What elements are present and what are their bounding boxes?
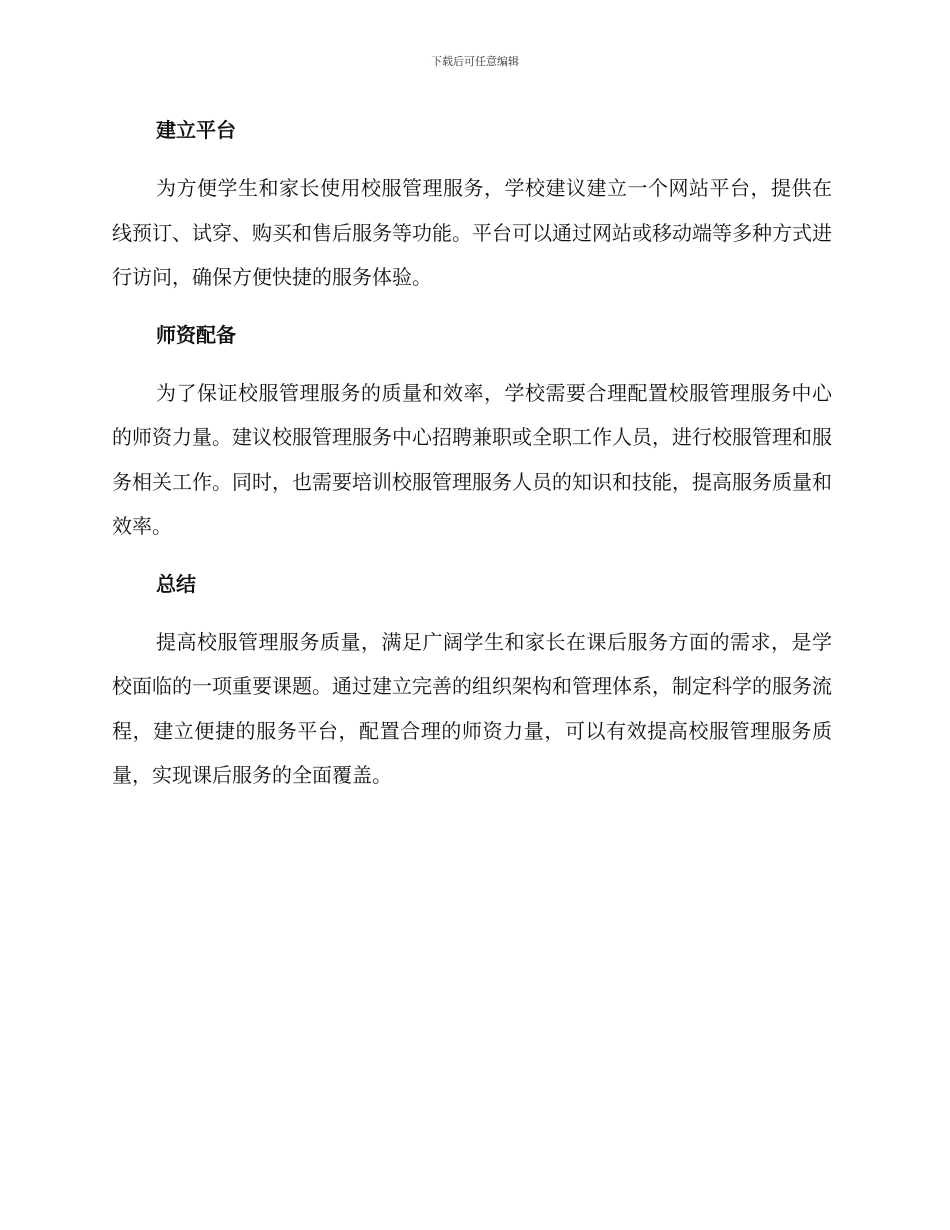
- page-header-note: 下载后可任意编辑: [431, 55, 519, 68]
- section-paragraph: 为了保证校服管理服务的质量和效率，学校需要合理配置校服管理服务中心的师资力量。建议校服管理服务中心招聘兼职或全职工作人员，进行校服管理和服务相关工作。同时，也需要培训校服管理服务人员的知识和技能，提高服务质量和效率。: [112, 380, 832, 538]
- section-heading: 师资配备: [156, 322, 236, 347]
- section-heading: 总结: [156, 571, 196, 596]
- document-body: [112, 108, 832, 811]
- section-paragraph: 为方便学生和家长使用校服管理服务，学校建议建立一个网站平台，提供在线预订、试穿、购买和售后服务等功能。平台可以通过网站或移动端等多种方式进行访问，确保方便快捷的服务体验。: [112, 176, 832, 289]
- section-teachers: [112, 313, 832, 549]
- section-platform: [112, 108, 832, 300]
- section-heading: 建立平台: [156, 118, 236, 142]
- section-paragraph: 提高校服管理服务质量，满足广阔学生和家长在课后服务方面的需求，是学校面临的一项重要课题。通过建立完善的组织架构和管理体系，制定科学的服务流程，建立便捷的服务平台，配置合理的师资力量，可以有效提高校服管理服务质量，实现课后服务的全面覆盖。: [112, 629, 832, 787]
- section-summary: [112, 562, 832, 798]
